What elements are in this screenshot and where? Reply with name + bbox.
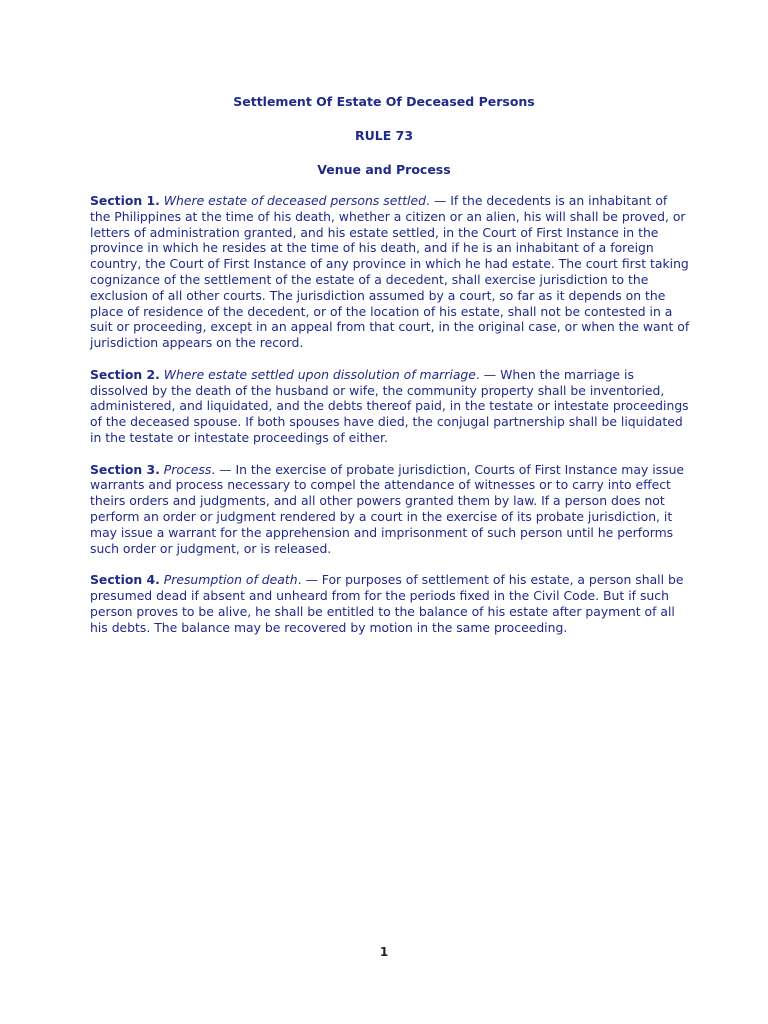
section-body: . — In the exercise of probate jurisdiction, Courts of First Instance may issue warrants and process necessary to compel the attendance of witnesses or to carry into effect theirs orders and judgments, and all other powers granted them by law. If a person does not perform an order or judgment rendered by a court in the exercise of its probate jurisdiction, it may issue a warrant for the apprehension and imprisonment of such person until he performs such order or judgment, or is released. (90, 461, 685, 556)
section-body: . — When the marriage is dissolved by the death of the husband or wife, the community property shall be inventoried, administered, and liquidated, and the debts thereof paid, in the testate or intestate proceedings of the deceased spouse. If both spouses have died, the conjugal partnership shall be liquidated in the testate or intestate proceedings of either. (90, 366, 689, 445)
section-heading: Where estate of deceased persons settled (163, 193, 426, 208)
section-heading: Presumption of death (163, 572, 298, 588)
section-label: Section 1. (90, 193, 160, 208)
section-label: Section 2. (90, 366, 160, 382)
section-1 (90, 193, 690, 351)
section-2 (90, 367, 690, 446)
rule-number: RULE 73 (354, 128, 414, 143)
sections-container (90, 193, 690, 651)
section-label: Section 3. (90, 461, 160, 477)
section-heading: Process (163, 461, 212, 477)
section-label: Section 4. (90, 572, 160, 588)
page-number: 1 (379, 945, 389, 959)
section-4 (90, 572, 690, 635)
section-3 (90, 462, 690, 557)
section-body: . — For purposes of settlement of his estate, a person shall be presumed dead if absent and unheard from for the periods fixed in the Civil Code. But if such person proves to be alive, he shall be entitled to the balance of his estate after payment of all his debts. The balance may be recovered by motion in the same proceeding. (90, 572, 684, 635)
section-heading: Where estate settled upon dissolution of marriage (163, 366, 476, 382)
document-subtitle: Venue and Process (317, 162, 451, 177)
document-title: Settlement Of Estate Of Deceased Persons (233, 94, 535, 109)
section-body: . — If the decedents is an inhabitant of the Philippines at the time of his death, whether a citizen or an alien, his will shall be proved, or letters of administration granted, and his estate settled, in the Court of First Instance in the province in which he resides at the time of his death, and if he is an inhabitant of a foreign country, the Court of First Instance of any province in which he had estate. The court first taking cognizance of the settlement of the estate of a decedent, shall exercise jurisdiction to the exclusion of all other courts. The jurisdiction assumed by a court, so far as it depends on the place of residence of the decedent, or of the location of his estate, shall not be contested in a suit or proceeding, except in an appeal from that court, in the original case, or when the want of jurisdiction appears on the record. (90, 193, 690, 351)
